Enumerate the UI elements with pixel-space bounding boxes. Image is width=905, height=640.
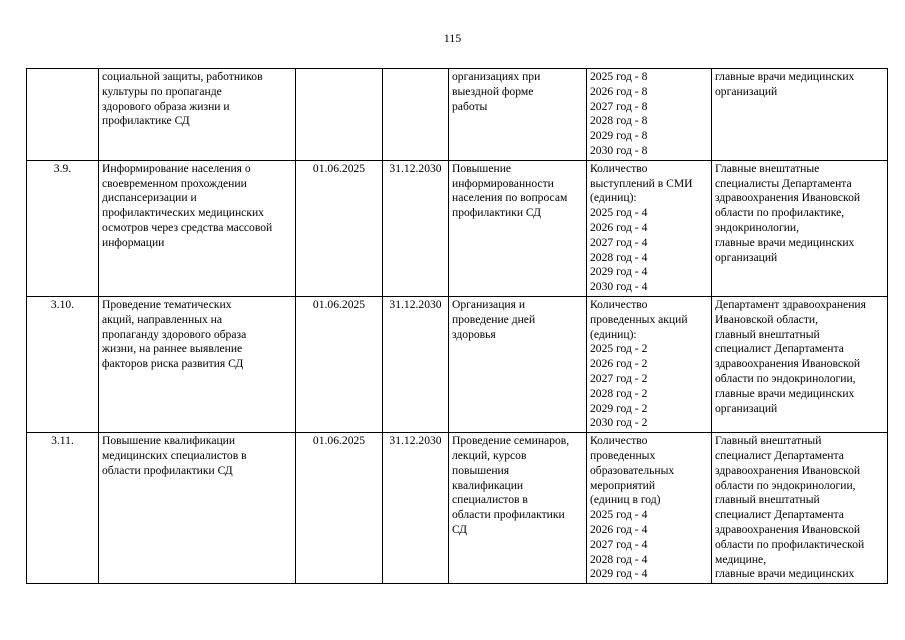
indicator-line: 2030 год - 4 (590, 280, 648, 294)
end-date-text: 31.12.2030 (389, 297, 442, 311)
responsible-line: специалист Департамента (715, 448, 844, 462)
activity-name-line: информации (102, 235, 165, 249)
table-row (27, 296, 888, 432)
row-number-text: 3.10. (50, 297, 75, 311)
indicator-line: 2026 год - 4 (590, 522, 648, 536)
indicator-line: 2030 год - 8 (590, 143, 648, 157)
responsible-line: главные врачи медицинских (715, 235, 855, 249)
responsible-line: организаций (715, 401, 778, 415)
expected-result-line: повышения (452, 463, 510, 477)
activity-name-line: акций, направленных на (102, 312, 223, 326)
indicator-line: 2026 год - 4 (590, 220, 648, 234)
expected-result-line: области профилактики (452, 508, 565, 522)
indicator-line: Количество (590, 161, 648, 175)
end-date-text: 31.12.2030 (389, 161, 442, 175)
indicator-line: мероприятий (590, 478, 656, 492)
indicator-cell (587, 433, 712, 584)
responsible-cell (712, 160, 888, 296)
expected-result-line: населения по вопросам (452, 191, 568, 205)
start-date-text: 01.06.2025 (312, 161, 366, 175)
expected-result-line: Повышение (452, 161, 512, 175)
activity-name-cell (99, 296, 296, 432)
responsible-line: здравоохранения Ивановской (715, 522, 861, 536)
activity-name-cell (99, 69, 296, 161)
start-date-cell (296, 160, 383, 296)
expected-result-line: лекций, курсов (452, 448, 527, 462)
indicator-line: 2028 год - 4 (590, 552, 648, 566)
activity-name-line: культуры по пропаганде (102, 84, 222, 98)
indicator-line: выступлений в СМИ (590, 176, 693, 190)
expected-result-cell (449, 69, 587, 161)
expected-result-line: проведение дней (452, 312, 536, 326)
expected-result-cell (449, 433, 587, 584)
indicator-line: 2028 год - 2 (590, 386, 648, 400)
activity-name-line: области профилактики СД (102, 463, 233, 477)
indicator-line: 2027 год - 2 (590, 371, 648, 385)
responsible-line: главные врачи медицинских (715, 386, 855, 400)
activity-name-line: осмотров через средства массовой (102, 220, 273, 234)
activity-name-line: жизни, на раннее выявление (102, 342, 243, 356)
expected-result-cell (449, 296, 587, 432)
expected-result-line: Проведение семинаров, (452, 434, 570, 448)
start-date-text: 01.06.2025 (312, 434, 366, 448)
indicator-line: Количество (590, 297, 648, 311)
row-number-cell (27, 69, 99, 161)
expected-result-line: СД (452, 522, 468, 536)
table-row (27, 160, 888, 296)
activity-name-line: профилактике СД (102, 114, 190, 128)
indicator-line: 2025 год - 4 (590, 206, 648, 220)
expected-result-line: специалистов в (452, 493, 528, 507)
indicator-line: 2029 год - 2 (590, 401, 648, 415)
expected-result-cell (449, 160, 587, 296)
indicator-line: 2030 год - 2 (590, 416, 648, 430)
responsible-line: специалист Департамента (715, 342, 844, 356)
activity-name-line: Информирование населения о (102, 161, 251, 175)
responsible-line: Департамент здравоохранения (715, 297, 866, 311)
responsible-cell (712, 433, 888, 584)
end-date-cell (383, 296, 449, 432)
expected-result-line: выездной форме (452, 84, 534, 98)
expected-result-line: организациях при (452, 70, 541, 83)
indicator-line: 2028 год - 8 (590, 114, 648, 128)
responsible-line: специалисты Департамента (715, 176, 852, 190)
start-date-cell (296, 433, 383, 584)
indicator-cell (587, 160, 712, 296)
indicator-line: 2027 год - 4 (590, 537, 648, 551)
responsible-line: области по профилактической (715, 537, 865, 551)
expected-result-line: работы (452, 99, 488, 113)
indicator-line: 2026 год - 2 (590, 357, 648, 371)
indicator-line: 2029 год - 8 (590, 129, 648, 143)
activity-name-line: социальной защиты, работников (102, 70, 263, 83)
activity-name-line: пропаганду здорового образа (102, 327, 247, 341)
responsible-line: организаций (715, 84, 778, 98)
row-number-cell (27, 433, 99, 584)
row-number-text: 3.9. (53, 161, 72, 175)
responsible-line: Ивановской области, (715, 312, 818, 326)
indicator-line: Количество (590, 434, 648, 448)
indicator-cell (587, 69, 712, 161)
responsible-cell (712, 296, 888, 432)
responsible-line: главные врачи медицинских (715, 567, 855, 581)
row-number-text: 3.11. (51, 434, 74, 448)
activity-name-line: профилактических медицинских (102, 206, 264, 220)
end-date-text: 31.12.2030 (389, 434, 442, 448)
responsible-line: эндокринологии, (715, 220, 800, 234)
expected-result-line: квалификации (452, 478, 524, 492)
indicator-line: (единиц в год) (590, 493, 661, 507)
indicator-line: 2029 год - 4 (590, 567, 648, 581)
responsible-line: здравоохранения Ивановской (715, 463, 861, 477)
expected-result-line: здоровья (452, 327, 496, 341)
responsible-line: Главный внештатный (715, 434, 822, 448)
indicator-line: проведенных (590, 448, 656, 462)
activity-name-cell (99, 433, 296, 584)
end-date-cell (383, 160, 449, 296)
responsible-line: здравоохранения Ивановской (715, 357, 861, 371)
row-number-cell (27, 160, 99, 296)
indicator-line: 2025 год - 2 (590, 342, 648, 356)
responsible-line: организаций (715, 250, 778, 264)
end-date-cell (383, 69, 449, 161)
responsible-line: области по профилактике, (715, 206, 845, 220)
table-row (27, 69, 888, 161)
indicator-line: 2025 год - 4 (590, 508, 648, 522)
responsible-line: главный внештатный (715, 493, 820, 507)
activity-name-line: Проведение тематических (102, 297, 232, 311)
responsible-line: области по эндокринологии, (715, 478, 856, 492)
activity-name-line: факторов риска развития СД (102, 357, 244, 371)
start-date-text: 01.06.2025 (312, 297, 366, 311)
responsible-line: специалист Департамента (715, 508, 844, 522)
indicator-line: 2025 год - 8 (590, 70, 648, 83)
activity-name-line: диспансеризации и (102, 191, 197, 205)
indicator-line: образовательных (590, 463, 675, 477)
indicator-cell (587, 296, 712, 432)
expected-result-line: информированности (452, 176, 554, 190)
responsible-line: главный внештатный (715, 327, 820, 341)
table-row (27, 433, 888, 584)
activity-name-cell (99, 160, 296, 296)
start-date-cell (296, 296, 383, 432)
expected-result-line: Организация и (452, 297, 526, 311)
responsible-cell (712, 69, 888, 161)
page-number: 115 (443, 31, 462, 45)
indicator-line: 2026 год - 8 (590, 84, 648, 98)
row-number-cell (27, 296, 99, 432)
responsible-line: Главные внештатные (715, 161, 820, 175)
indicator-line: 2029 год - 4 (590, 265, 648, 279)
start-date-cell (296, 69, 383, 161)
indicator-line: (единиц): (590, 327, 637, 341)
indicator-line: (единиц): (590, 191, 637, 205)
indicator-line: 2027 год - 4 (590, 235, 648, 249)
indicator-line: проведенных акций (590, 312, 688, 326)
end-date-cell (383, 433, 449, 584)
activity-name-line: медицинских специалистов в (102, 448, 247, 462)
action-plan-table (26, 68, 888, 584)
responsible-line: области по эндокринологии, (715, 371, 856, 385)
activity-name-line: здорового образа жизни и (102, 99, 230, 113)
responsible-line: здравоохранения Ивановской (715, 191, 861, 205)
expected-result-line: профилактики СД (452, 206, 541, 220)
responsible-line: медицине, (715, 552, 767, 566)
activity-name-line: Повышение квалификации (102, 434, 236, 448)
indicator-line: 2027 год - 8 (590, 99, 648, 113)
responsible-line: главные врачи медицинских (715, 70, 855, 83)
activity-name-line: своевременном прохождении (102, 176, 247, 190)
indicator-line: 2028 год - 4 (590, 250, 648, 264)
